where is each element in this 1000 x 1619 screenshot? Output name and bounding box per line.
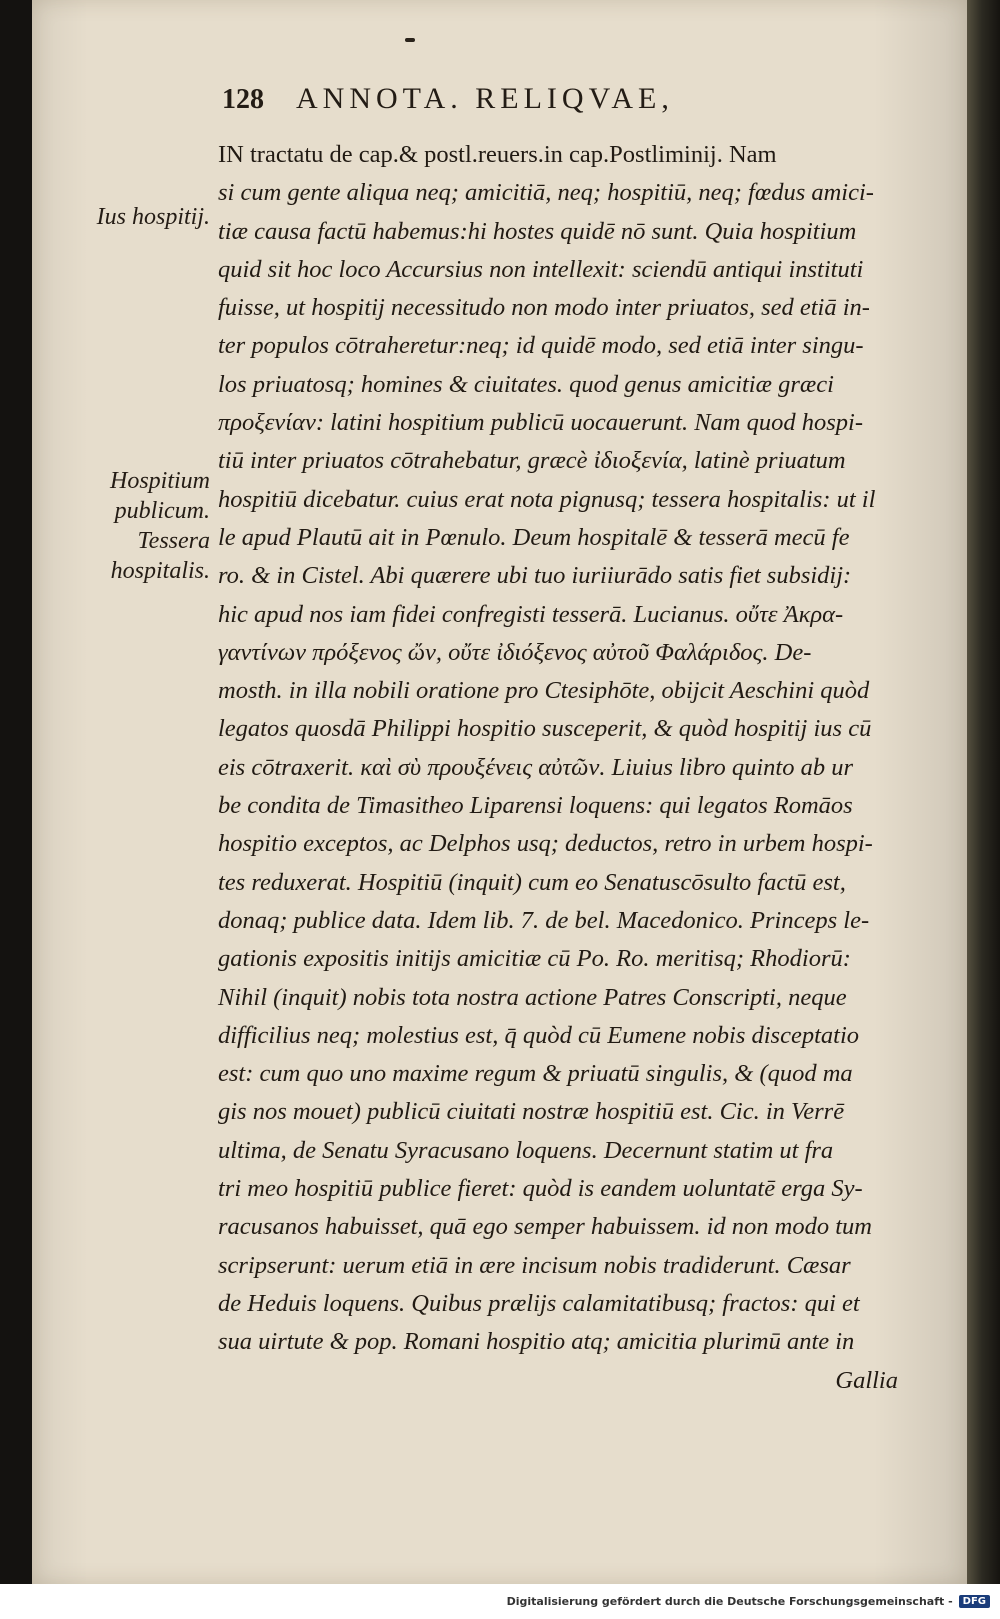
text-line: tri meo hospitiū publice fieret: quòd is eandem uoluntatē erga Sy- <box>218 1175 863 1203</box>
catchword: Gallia <box>835 1366 898 1394</box>
text-line: est: cum quo uno maxime regum & priuatū singulis, & (quod ma <box>218 1060 853 1088</box>
text-line: fuisse, ut hospitij necessitudo non modo inter priuatos, sed etiā in- <box>218 294 870 322</box>
ornament-mark <box>405 38 415 42</box>
footer-bar <box>0 1584 1000 1619</box>
text-line: mosth. in illa nobili oratione pro Ctesiphōte, obijcit Aeschini quòd <box>218 677 870 705</box>
dfg-logo: DFG <box>959 1595 990 1608</box>
page-number: 128 <box>222 84 264 115</box>
body-text <box>218 136 908 1400</box>
running-title: ANNOTA. RELIQVAE, <box>296 82 674 115</box>
text-line: los priuatosq; homines & ciuitates. quod genus amicitiæ græci <box>218 370 834 398</box>
text-line: gationis expositis initijs amicitiæ cū Po. Ro. meritisq; Rhodiorū: <box>218 945 851 973</box>
text-line: quid sit hoc loco Accursius non intellexit: sciendū antiqui instituti <box>218 255 864 283</box>
text-line: difficilius neq; molestius est, q̄ quòd cū Eumene nobis disceptatio <box>218 1021 859 1049</box>
text-line: le apud Plautū ait in Pœnulo. Deum hospitalē & tesserā mecū fe <box>218 523 850 551</box>
text-line: tiæ causa factū habemus:hi hostes quidē nō sunt. Quia hospitium <box>218 217 857 245</box>
footer-credit: Digitalisierung gefördert durch die Deutsche Forschungsgemeinschaft - <box>506 1595 953 1608</box>
book-spine <box>967 0 1000 1584</box>
text-line: donaq; publice data. Idem lib. 7. de bel. Macedonico. Princeps le- <box>218 906 870 934</box>
text-line: gis nos mouet) publicū ciuitati nostræ hospitiū est. Cic. in Verrē <box>218 1098 845 1126</box>
text-line: sua uirtute & pop. Romani hospitio atq; amicitia plurimū ante in <box>218 1328 855 1356</box>
running-head <box>222 82 842 122</box>
text-line: de Heduis loquens. Quibus prælijs calamitatibusq; fractos: qui et <box>218 1289 860 1317</box>
text-line: legatos quosdā Philippi hospitio susceperit, & quòd hospitij ius cū <box>218 715 872 743</box>
text-line: προξενίαν: latini hospitium publicū uocauerunt. Nam quod hospi- <box>218 409 863 437</box>
text-line: scripserunt: uerum etiā in ære incisum nobis tradiderunt. Cæsar <box>218 1251 851 1279</box>
margin-note: Hospitium publicum. Tessera hospitalis. <box>109 468 210 584</box>
text-line: hospitio exceptos, ac Delphos usq; deductos, retro in urbem hospi- <box>218 830 873 858</box>
text-line: ro. & in Cistel. Abi quærere ubi tuo iuriiurādo satis fiet subsidij: <box>218 562 852 590</box>
text-line: be condita de Timasitheo Liparensi loquens: qui legatos Romāos <box>218 792 853 820</box>
text-line: ter populos cōtraheretur:neq; id quidē modo, sed etiā inter singu- <box>218 332 864 360</box>
text-line: si cum gente aliqua neq; amicitiā, neq; hospitiū, neq; fœdus amici- <box>218 179 874 207</box>
text-line: IN tractatu de cap.& postl.reuers.in cap.Postliminij. Nam <box>218 141 777 168</box>
text-line: ultima, de Senatu Syracusano loquens. Decernunt statim ut fra <box>218 1136 834 1164</box>
text-line: eis cōtraxerit. καὶ σὺ προυξένεις αὐτῶν. Liuius libro quinto ab ur <box>218 753 853 781</box>
margin-note: Ius hospitij. <box>96 204 210 230</box>
text-line: racusanos habuisset, quā ego semper habuissem. id non modo tum <box>218 1213 872 1241</box>
text-line: hic apud nos iam fidei confregisti tesserā. Lucianus. οὔτε Ἀκρα- <box>218 600 844 628</box>
text-line: tiū inter priuatos cōtrahebatur, græcè ἰδιοξενία, latinè priuatum <box>218 447 846 475</box>
text-line: Nihil (inquit) nobis tota nostra actione Patres Conscripti, neque <box>218 983 847 1011</box>
text-line: tes reduxerat. Hospitiū (inquit) cum eo Senatuscōsulto factū est, <box>218 868 846 896</box>
text-line: hospitiū dicebatur. cuius erat nota pignusq; tessera hospitalis: ut il <box>218 485 876 513</box>
text-line: γαντίνων πρόξενος ὤν, οὔτε ἰδιόξενος αὐτοῦ Φαλάριδος. De- <box>218 638 812 666</box>
